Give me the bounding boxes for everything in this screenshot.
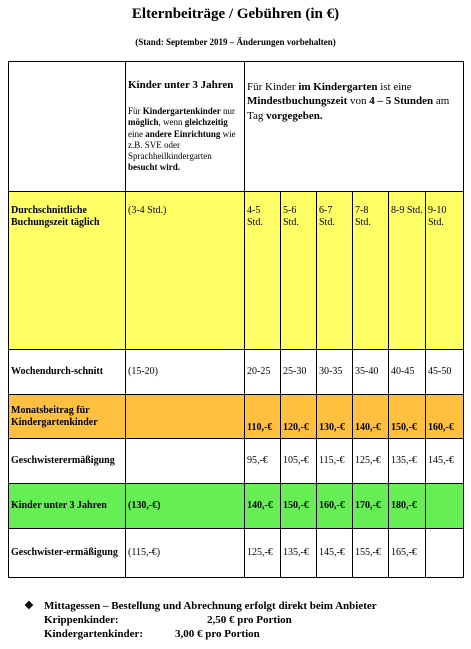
row-booking-label: Durchschnittliche Buchungszeit täglich xyxy=(9,192,126,350)
weekly-cell: 20-25 xyxy=(245,350,281,395)
row-weekly xyxy=(9,350,464,395)
diamond-bullet-icon: ❖ xyxy=(24,600,34,612)
kiga-price-line xyxy=(24,627,377,641)
weekly-cell: 30-35 xyxy=(317,350,353,395)
krippe-price-line xyxy=(24,613,377,627)
row-sibling-under3 xyxy=(126,439,245,484)
booking-cell: 5-6 Std. xyxy=(281,192,317,350)
booking-cell: 4-5 Std. xyxy=(245,192,281,350)
sibling-u3-fee-cell: 135,-€ xyxy=(281,529,317,578)
page-subtitle: (Stand: September 2019 – Änderungen vorbehalten) xyxy=(135,37,336,47)
sibling-u3-fee-cell: 125,-€ xyxy=(245,529,281,578)
row-weekly-under3: (15-20) xyxy=(126,350,245,395)
sibling-u3-fee-cell: 145,-€ xyxy=(317,529,353,578)
row-under3-fee xyxy=(9,484,464,529)
row-sibling-discount xyxy=(9,439,464,484)
monthly-fee-cell: 140,-€ xyxy=(353,395,389,439)
header-under3-note: Für Kindergartenkinder nur möglich, wenn gleichzeitig eine andere Einrichtung wie z.B. SVE oder Sprachheilkindergarten besucht wird. xyxy=(128,106,236,173)
booking-cell: 7-8 Std. xyxy=(353,192,389,350)
kiga-price: 3,00 € pro Portion xyxy=(175,628,260,640)
krippe-price: 2,50 € pro Portion xyxy=(207,614,292,626)
header-kindergarten-cell xyxy=(245,62,464,192)
weekly-cell: 40-45 xyxy=(389,350,426,395)
booking-cell: 9-10 Std. xyxy=(426,192,464,350)
lunch-info-text: Mittagessen – Bestellung und Abrechnung erfolgt direkt beim Anbieter xyxy=(44,600,377,612)
weekly-cell: 45-50 xyxy=(426,350,464,395)
header-row xyxy=(9,62,464,192)
row-sibling-under3 xyxy=(9,529,464,578)
lunch-info-line xyxy=(24,599,377,613)
header-under3-title: Kinder unter 3 Jahren xyxy=(128,79,234,91)
sibling-fee-cell: 95,-€ xyxy=(245,439,281,484)
row-weekly-label: Wochendurch-schnitt xyxy=(9,350,126,395)
monthly-fee-cell: 150,-€ xyxy=(389,395,426,439)
under3-fee-cell: 140,-€ xyxy=(245,484,281,529)
monthly-fee-cell: 160,-€ xyxy=(426,395,464,439)
monthly-fee-cell: 120,-€ xyxy=(281,395,317,439)
weekly-cell: 35-40 xyxy=(353,350,389,395)
monthly-fee-cell: 130,-€ xyxy=(317,395,353,439)
lunch-info xyxy=(24,599,377,641)
booking-cell: 8-9 Std. xyxy=(389,192,426,350)
page-title: Elternbeiträge / Gebühren (in €) xyxy=(131,6,340,22)
row-monthly-label: Monatsbeitrag für Kindergartenkinder xyxy=(9,395,126,439)
row-sibling-label: Geschwisterermäßigung xyxy=(9,439,126,484)
under3-fee-cell: 160,-€ xyxy=(317,484,353,529)
sibling-u3-fee-cell: 165,-€ xyxy=(389,529,426,578)
sibling-fee-cell: 115,-€ xyxy=(317,439,353,484)
row-booking-under3: (3-4 Std.) xyxy=(126,192,245,350)
header-under3-cell xyxy=(126,62,245,192)
sibling-fee-cell: 125,-€ xyxy=(353,439,389,484)
sibling-fee-cell: 105,-€ xyxy=(281,439,317,484)
row-sibling-u3-under3: (115,-€) xyxy=(126,529,245,578)
kiga-label: Kindergartenkinder: xyxy=(44,628,143,640)
row-booking-time xyxy=(9,192,464,350)
sibling-u3-fee-cell: 155,-€ xyxy=(353,529,389,578)
sibling-fee-cell: 145,-€ xyxy=(426,439,464,484)
row-sibling-u3-label: Geschwister-ermäßigung xyxy=(9,529,126,578)
sibling-fee-cell: 135,-€ xyxy=(389,439,426,484)
fee-table xyxy=(8,61,464,578)
row-monthly-fee xyxy=(9,395,464,439)
row-monthly-under3 xyxy=(126,395,245,439)
header-kindergarten-text: Für Kinder im Kindergarten ist eine Mindestbuchungszeit von 4 – 5 Stunden am Tag vorgegeben. xyxy=(247,81,450,122)
row-under3-fee-under3: (130,-€) xyxy=(126,484,245,529)
sibling-u3-fee-cell xyxy=(426,529,464,578)
under3-fee-cell: 150,-€ xyxy=(281,484,317,529)
monthly-fee-cell: 110,-€ xyxy=(245,395,281,439)
booking-cell: 6-7 Std. xyxy=(317,192,353,350)
krippe-label: Krippenkinder: xyxy=(44,614,119,626)
weekly-cell: 25-30 xyxy=(281,350,317,395)
header-empty-cell xyxy=(9,62,126,192)
row-under3-label: Kinder unter 3 Jahren xyxy=(9,484,126,529)
under3-fee-cell: 180,-€ xyxy=(389,484,426,529)
under3-fee-cell xyxy=(426,484,464,529)
under3-fee-cell: 170,-€ xyxy=(353,484,389,529)
